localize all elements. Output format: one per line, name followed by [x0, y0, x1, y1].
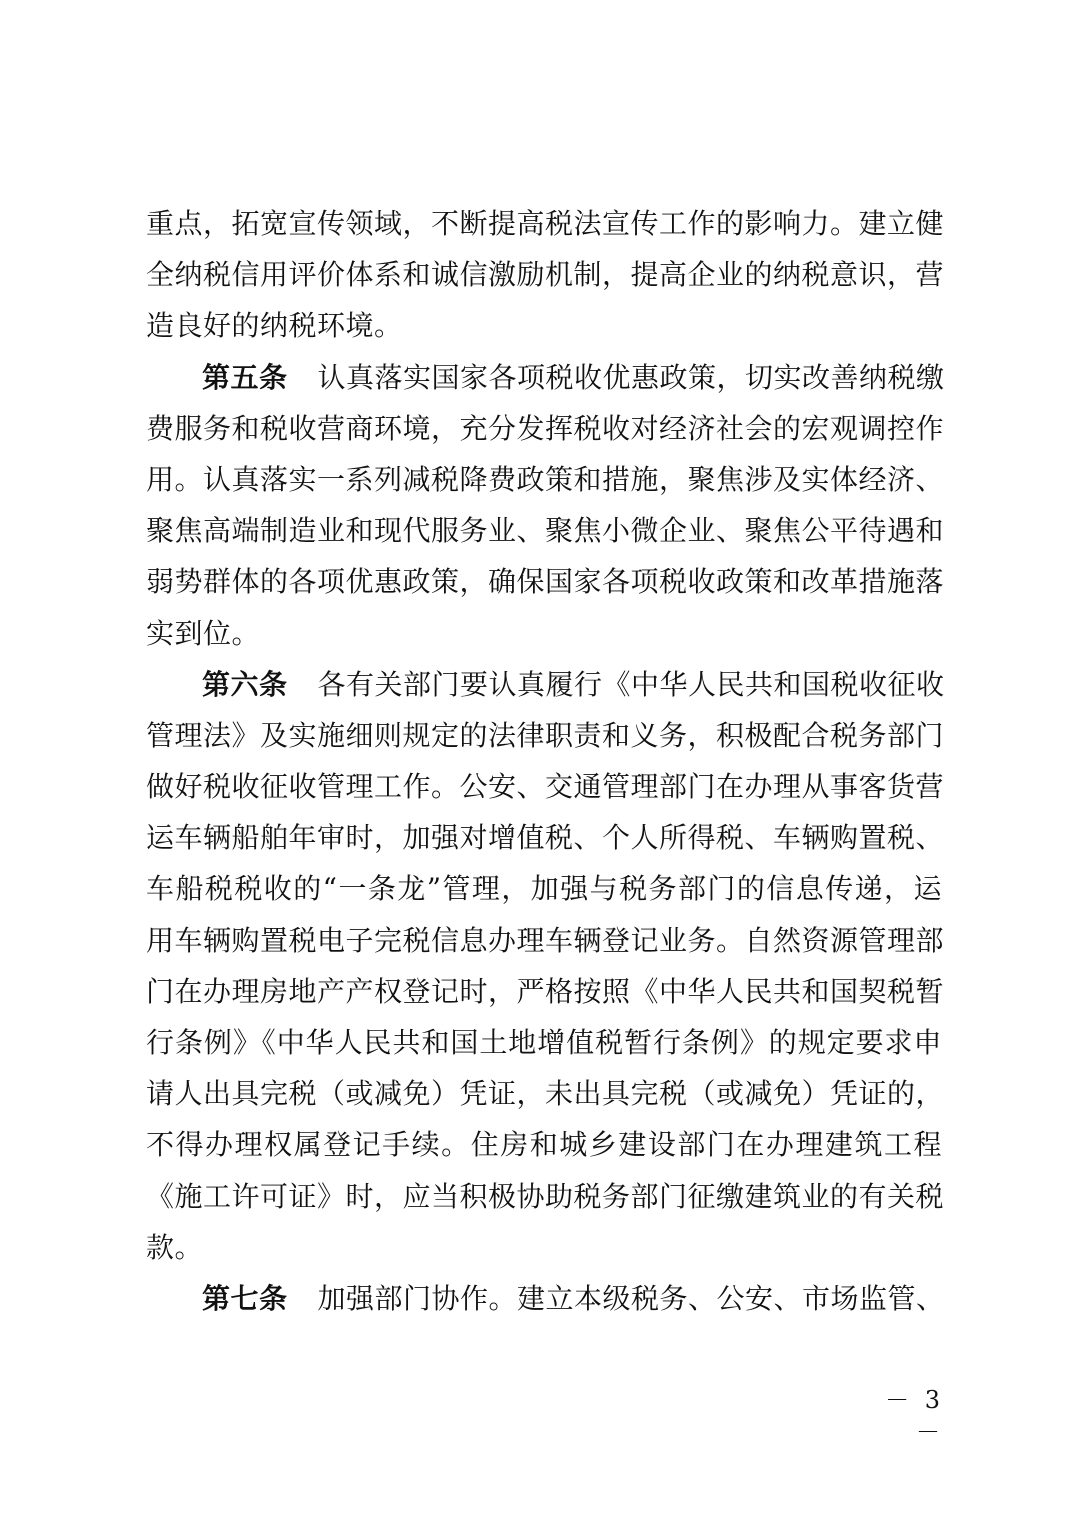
text-line: 实到位。: [146, 616, 261, 650]
text-line: 《施工许可证》时，应当积极协助税务部门征缴建筑业的有关税: [146, 1179, 945, 1213]
text-line: 请人出具完税（或减免）凭证，未出具完税（或减免）凭证的，: [146, 1077, 945, 1111]
text-line: 管理法》及实施细则规定的法律职责和义务，积极配合税务部门: [146, 718, 945, 752]
text-line: 费服务和税收营商环境，充分发挥税收对经济社会的宏观调控作: [146, 411, 945, 445]
article-heading: 第五条: [202, 360, 288, 394]
text-line: [146, 352, 945, 403]
article-6: [146, 659, 945, 1273]
paragraph-continued: [146, 198, 945, 352]
article-text: 加强部门协作。建立本级税务、公安、市场监管、: [317, 1281, 945, 1315]
text-line: 全纳税信用评价体系和诚信激励机制，提高企业的纳税意识，营: [146, 258, 945, 292]
article-text: 各有关部门要认真履行《中华人民共和国税收征收: [317, 667, 945, 701]
article-heading: 第七条: [202, 1281, 288, 1315]
text-line: 车船税税收的“一条龙”管理，加强与税务部门的信息传递，运: [146, 872, 942, 906]
text-line: 运车辆船舶年审时，加强对增值税、个人所得税、车辆购置税、: [146, 821, 945, 855]
text-line: 弱势群体的各项优惠政策，确保国家各项税收政策和改革措施落: [146, 565, 945, 599]
text-line: [146, 1273, 945, 1324]
document-body: [146, 198, 945, 1324]
text-line: 款。: [146, 1230, 204, 1264]
text-line: 聚焦高端制造业和现代服务业、聚焦小微企业、聚焦公平待遇和: [146, 514, 945, 548]
text-line: 用车辆购置税电子完税信息办理车辆登记业务。自然资源管理部: [146, 923, 945, 957]
text-line: 不得办理权属登记手续。住房和城乡建设部门在办理建筑工程: [146, 1128, 942, 1162]
text-line: 门在办理房地产产权登记时，严格按照《中华人民共和国契税暂: [146, 974, 945, 1008]
article-7: [146, 1273, 945, 1324]
text-line: 做好税收征收管理工作。公安、交通管理部门在办理从事客货营: [146, 770, 945, 804]
article-text: 认真落实国家各项税收优惠政策，切实改善纳税缴: [317, 360, 945, 394]
text-line: [146, 659, 945, 710]
text-line: 造良好的纳税环境。: [146, 309, 403, 343]
text-line: 行条例》《中华人民共和国土地增值税暂行条例》的规定要求申: [146, 1026, 942, 1059]
text-line: 重点，拓宽宣传领域，不断提高税法宣传工作的影响力。建立健: [146, 207, 945, 240]
article-5: [146, 352, 945, 659]
page-number: － 3 －: [885, 1386, 944, 1446]
text-line: 用。认真落实一系列减税降费政策和措施，聚焦涉及实体经济、: [146, 462, 945, 496]
article-heading: 第六条: [202, 667, 288, 701]
